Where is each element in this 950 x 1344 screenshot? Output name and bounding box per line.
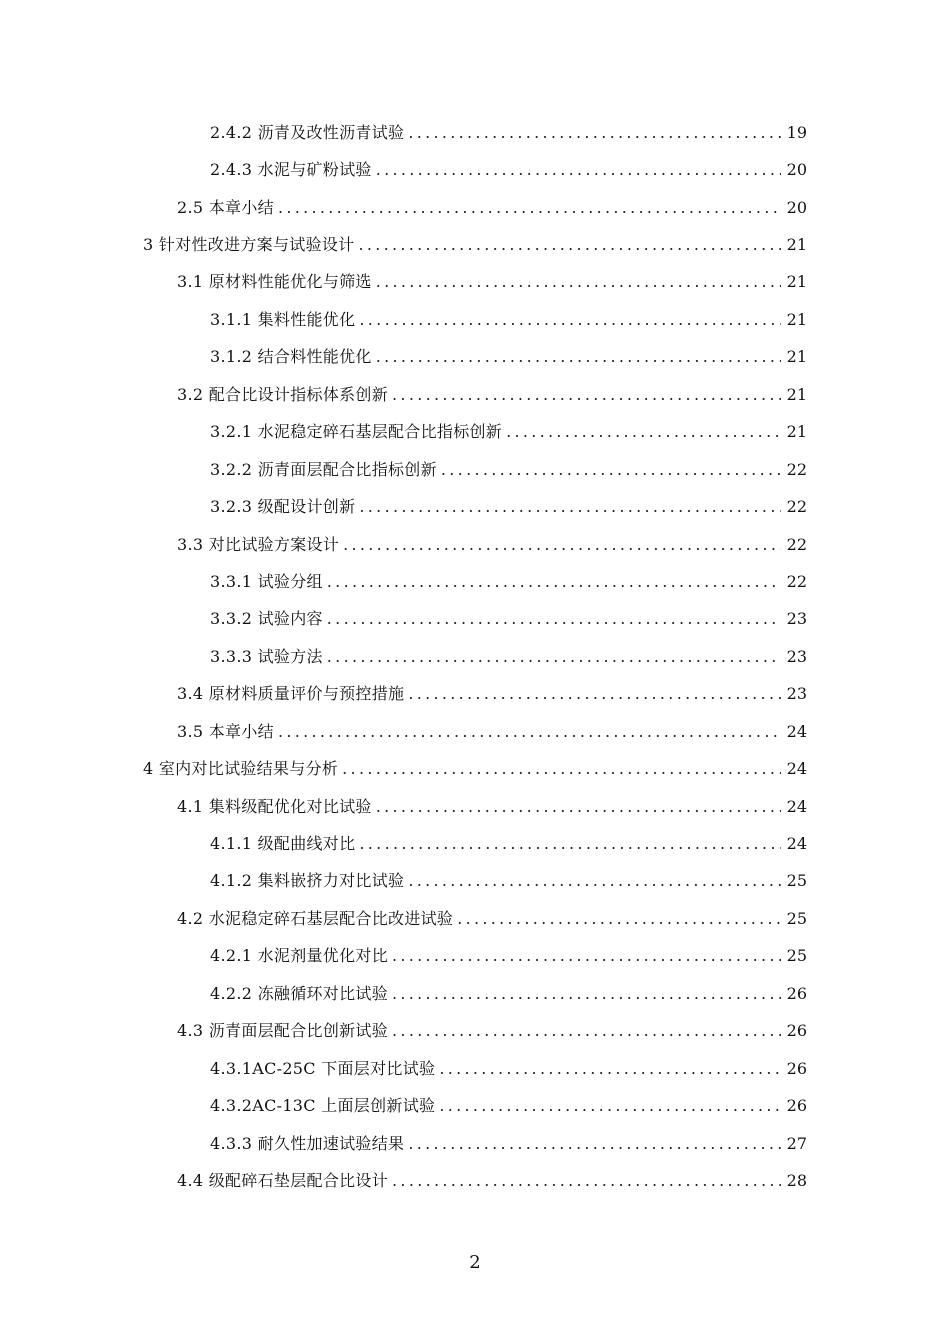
toc-entry-title: 3.2.3 级配设计创新 — [210, 497, 356, 517]
toc-dot-leader — [358, 235, 780, 255]
toc-entry[interactable] — [0, 1125, 950, 1162]
toc-entry-title: 4.1 集料级配优化对比试验 — [177, 796, 372, 816]
toc-entry[interactable] — [0, 825, 950, 862]
toc-entry[interactable] — [0, 414, 950, 451]
toc-dot-leader — [439, 1096, 780, 1116]
toc-entry-title: 4.3 沥青面层配合比创新试验 — [177, 1021, 389, 1041]
toc-entry-page: 23 — [786, 609, 807, 629]
toc-entry-title: 3.3.1 试验分组 — [210, 571, 323, 591]
toc-entry[interactable] — [0, 601, 950, 638]
toc-dot-leader — [342, 759, 780, 779]
toc-entry-title: 3.4 原材料质量评价与预控措施 — [177, 684, 405, 704]
table-of-contents — [0, 114, 950, 1200]
toc-entry[interactable] — [0, 750, 950, 787]
toc-entry-title: 3.1 原材料性能优化与筛选 — [177, 272, 372, 292]
toc-entry-title: 3.3.2 试验内容 — [210, 609, 323, 629]
toc-dot-leader — [392, 1021, 781, 1041]
toc-entry-page: 25 — [786, 871, 807, 891]
toc-entry-title: 4 室内对比试验结果与分析 — [143, 759, 339, 779]
toc-entry[interactable] — [0, 1162, 950, 1199]
toc-dot-leader — [392, 984, 781, 1004]
toc-dot-leader — [327, 609, 781, 629]
toc-dot-leader — [327, 572, 781, 592]
toc-dot-leader — [359, 497, 780, 517]
toc-entry-title: 4.3.2AC-13C 上面层创新试验 — [210, 1096, 436, 1116]
toc-entry-title: 3.1.2 结合料性能优化 — [210, 347, 372, 367]
toc-entry-page: 20 — [786, 160, 807, 180]
toc-entry[interactable] — [0, 563, 950, 600]
toc-entry-page: 20 — [786, 197, 807, 217]
toc-entry-page: 22 — [786, 459, 807, 479]
toc-dot-leader — [327, 647, 781, 667]
page-number: 2 — [469, 1252, 481, 1273]
toc-entry-page: 19 — [786, 122, 807, 142]
toc-entry[interactable] — [0, 676, 950, 713]
toc-entry-title: 4.1.2 集料嵌挤力对比试验 — [210, 871, 405, 891]
toc-entry[interactable] — [0, 488, 950, 525]
toc-entry-page: 22 — [786, 571, 807, 591]
toc-entry[interactable] — [0, 151, 950, 188]
toc-dot-leader — [376, 797, 781, 817]
toc-entry[interactable] — [0, 713, 950, 750]
toc-entry-title: 4.3.3 耐久性加速试验结果 — [210, 1133, 405, 1153]
toc-dot-leader — [439, 1059, 780, 1079]
toc-entry-page: 26 — [786, 1058, 807, 1078]
toc-dot-leader — [408, 684, 780, 704]
toc-entry-page: 21 — [786, 272, 807, 292]
toc-entry-page: 22 — [786, 534, 807, 554]
toc-entry-title: 2.4.2 沥青及改性沥青试验 — [210, 122, 405, 142]
toc-entry-page: 26 — [786, 983, 807, 1003]
toc-dot-leader — [506, 422, 781, 442]
toc-dot-leader — [376, 160, 781, 180]
toc-entry-page: 25 — [786, 908, 807, 928]
toc-dot-leader — [441, 460, 781, 480]
toc-entry-title: 3.2 配合比设计指标体系创新 — [177, 384, 389, 404]
toc-entry[interactable] — [0, 975, 950, 1012]
toc-entry-title: 4.4 级配碎石垫层配合比设计 — [177, 1170, 389, 1190]
toc-dot-leader — [392, 1171, 781, 1191]
toc-entry-title: 4.2.2 冻融循环对比试验 — [210, 983, 388, 1003]
toc-entry-title: 3.3.3 试验方法 — [210, 646, 323, 666]
toc-entry-page: 21 — [786, 347, 807, 367]
toc-dot-leader — [343, 535, 781, 555]
toc-entry-title: 4.2.1 水泥剂量优化对比 — [210, 946, 388, 966]
toc-entry-title: 3.5 本章小结 — [177, 721, 274, 741]
toc-entry-title: 4.3.1AC-25C 下面层对比试验 — [210, 1058, 436, 1078]
toc-entry-page: 23 — [786, 646, 807, 666]
toc-entry-page: 24 — [786, 759, 807, 779]
toc-entry[interactable] — [0, 301, 950, 338]
toc-entry-title: 4.1.1 级配曲线对比 — [210, 834, 356, 854]
toc-entry-page: 28 — [786, 1170, 807, 1190]
toc-dot-leader — [457, 909, 780, 929]
toc-entry[interactable] — [0, 938, 950, 975]
toc-dot-leader — [408, 871, 780, 891]
toc-entry[interactable] — [0, 863, 950, 900]
toc-entry[interactable] — [0, 226, 950, 263]
toc-dot-leader — [278, 198, 781, 218]
toc-entry-title: 3.3 对比试验方案设计 — [177, 534, 340, 554]
toc-dot-leader — [359, 310, 780, 330]
toc-dot-leader — [359, 834, 780, 854]
toc-dot-leader — [392, 946, 781, 966]
toc-entry-title: 3.1.1 集料性能优化 — [210, 309, 356, 329]
toc-entry[interactable] — [0, 114, 950, 151]
toc-entry-page: 21 — [786, 235, 807, 255]
toc-entry-page: 25 — [786, 946, 807, 966]
toc-entry-page: 21 — [786, 309, 807, 329]
toc-entry[interactable] — [0, 1087, 950, 1124]
toc-entry[interactable] — [0, 1013, 950, 1050]
toc-entry-page: 26 — [786, 1096, 807, 1116]
toc-entry-page: 22 — [786, 497, 807, 517]
toc-entry-title: 2.5 本章小结 — [177, 197, 274, 217]
toc-entry[interactable] — [0, 264, 950, 301]
toc-entry-page: 21 — [786, 422, 807, 442]
toc-entry-page: 21 — [786, 384, 807, 404]
toc-entry-page: 24 — [786, 834, 807, 854]
toc-entry-title: 3.2.1 水泥稳定碎石基层配合比指标创新 — [210, 422, 503, 442]
toc-entry[interactable] — [0, 451, 950, 488]
toc-entry[interactable] — [0, 376, 950, 413]
toc-entry[interactable] — [0, 900, 950, 937]
toc-entry-page: 24 — [786, 721, 807, 741]
toc-entry-title: 2.4.3 水泥与矿粉试验 — [210, 160, 372, 180]
toc-dot-leader — [376, 347, 781, 367]
toc-entry[interactable] — [0, 788, 950, 825]
toc-entry[interactable] — [0, 189, 950, 226]
toc-entry[interactable] — [0, 1050, 950, 1087]
toc-dot-leader — [376, 272, 781, 292]
toc-dot-leader — [408, 123, 780, 143]
toc-entry-page: 26 — [786, 1021, 807, 1041]
toc-entry-title: 3 针对性改进方案与试验设计 — [143, 235, 355, 255]
toc-dot-leader — [392, 385, 781, 405]
toc-entry[interactable] — [0, 339, 950, 376]
toc-entry-page: 27 — [786, 1133, 807, 1153]
toc-entry[interactable] — [0, 638, 950, 675]
toc-dot-leader — [278, 722, 781, 742]
toc-entry-page: 24 — [786, 796, 807, 816]
toc-entry-title: 4.2 水泥稳定碎石基层配合比改进试验 — [177, 908, 454, 928]
toc-dot-leader — [408, 1134, 780, 1154]
toc-entry-page: 23 — [786, 684, 807, 704]
toc-entry-title: 3.2.2 沥青面层配合比指标创新 — [210, 459, 437, 479]
toc-entry[interactable] — [0, 526, 950, 563]
